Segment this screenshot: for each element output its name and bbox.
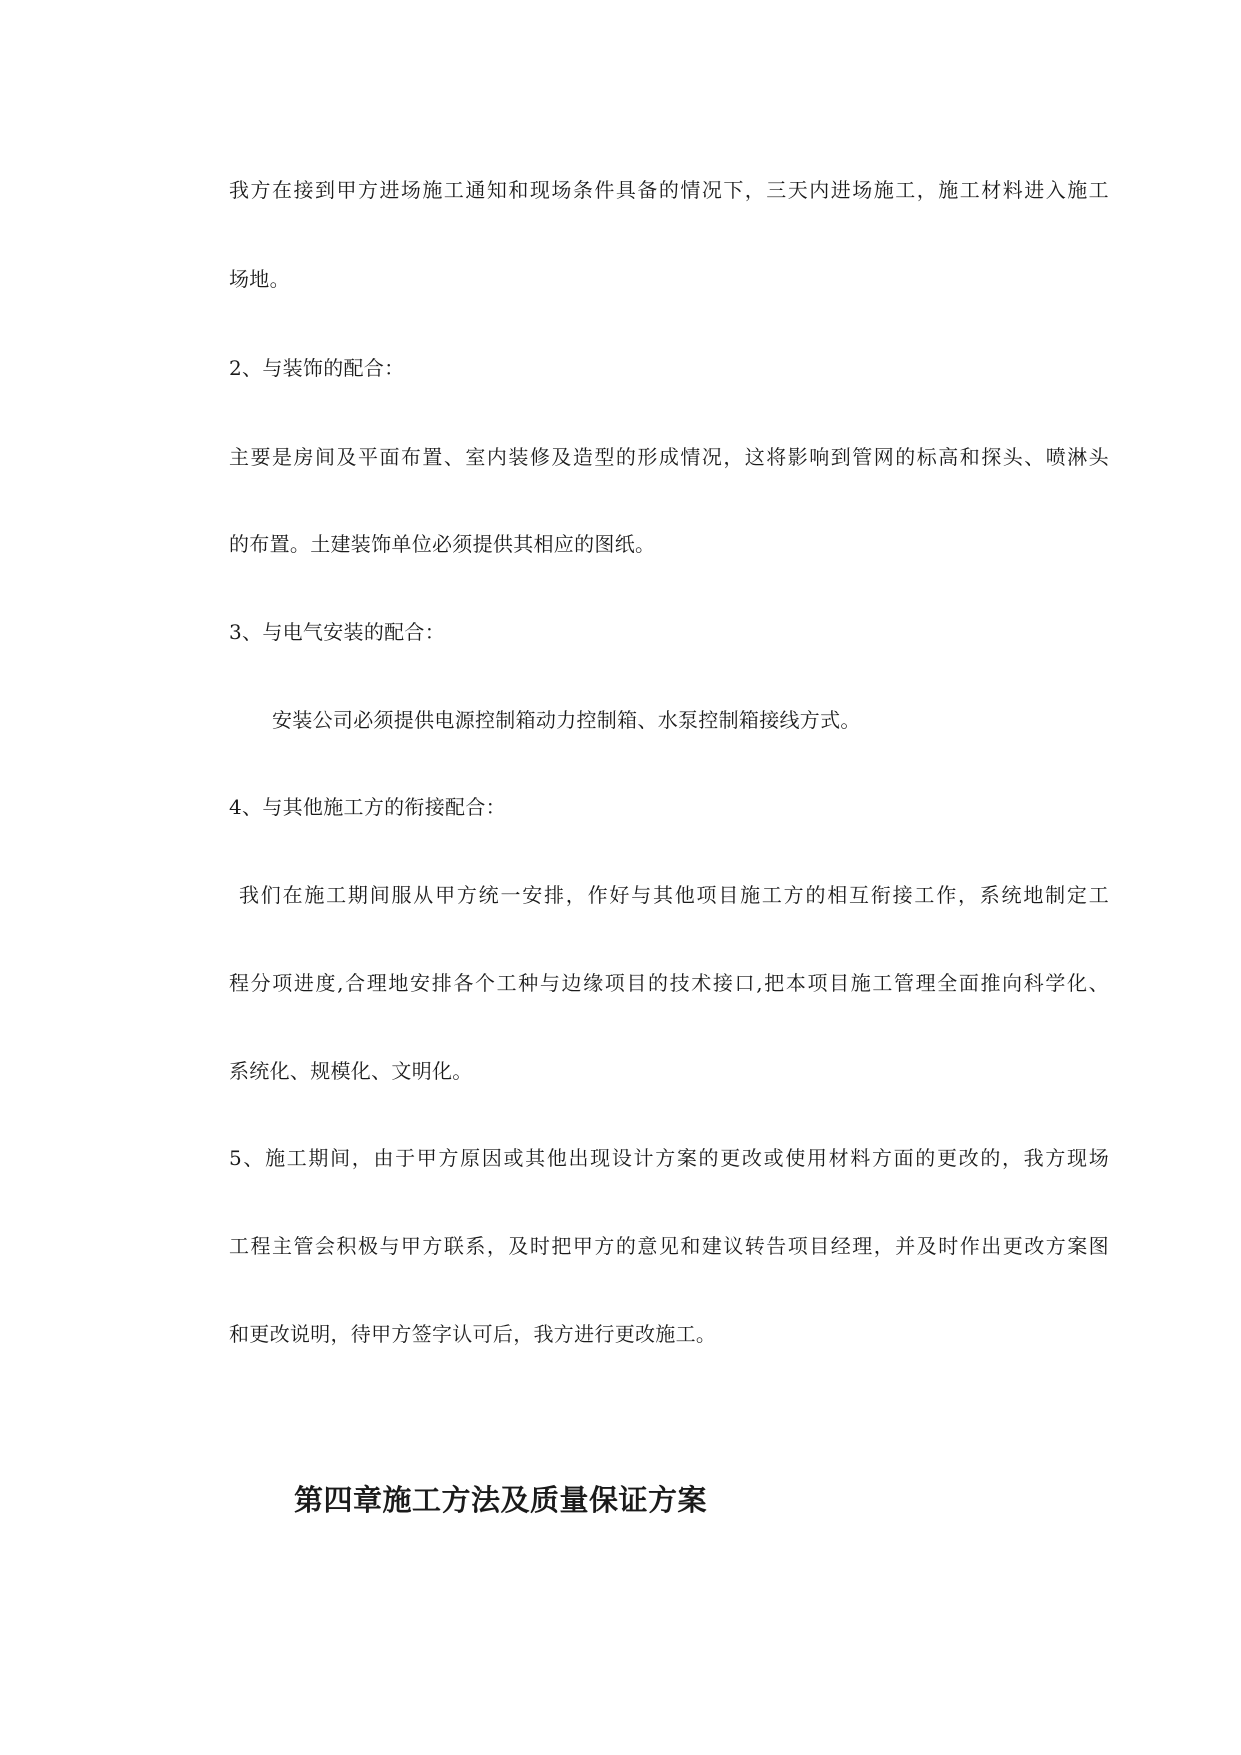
paragraph-5-line-2: 工程主管会积极与甲方联系，及时把甲方的意见和建议转告项目经理，并及时作出更改方案图 xyxy=(229,1234,1109,1258)
paragraph-2-line-2: 的布置。土建装饰单位必须提供其相应的图纸。 xyxy=(229,532,656,556)
item-2-title: 2、与装饰的配合： xyxy=(229,356,405,380)
paragraph-4-line-1: 我们在施工期间服从甲方统一安排，作好与其他项目施工方的相互衔接工作，系统地制定工 xyxy=(239,883,1109,907)
paragraph-5-line-1: 5、施工期间，由于甲方原因或其他出现设计方案的更改或使用材料方面的更改的，我方现场 xyxy=(229,1146,1109,1170)
paragraph-1-line-1: 我方在接到甲方进场施工通知和现场条件具备的情况下，三天内进场施工，施工材料进入施工 xyxy=(229,178,1109,202)
paragraph-4-line-3: 系统化、规模化、文明化。 xyxy=(229,1059,473,1083)
paragraph-2-line-1: 主要是房间及平面布置、室内装修及造型的形成情况，这将影响到管网的标高和探头、喷淋头 xyxy=(229,445,1109,469)
paragraph-3-line-1: 安装公司必须提供电源控制箱动力控制箱、水泵控制箱接线方式。 xyxy=(272,708,861,732)
paragraph-4-line-2: 程分项进度,合理地安排各个工种与边缘项目的技术接口,把本项目施工管理全面推向科学化、 xyxy=(229,971,1109,995)
item-3-title: 3、与电气安装的配合： xyxy=(229,620,446,644)
paragraph-5-line-3: 和更改说明，待甲方签字认可后，我方进行更改施工。 xyxy=(229,1322,717,1346)
item-4-title: 4、与其他施工方的衔接配合： xyxy=(229,795,506,819)
paragraph-1-line-2: 场地。 xyxy=(229,267,290,291)
chapter-heading: 第四章施工方法及质量保证方案 xyxy=(294,1483,708,1517)
